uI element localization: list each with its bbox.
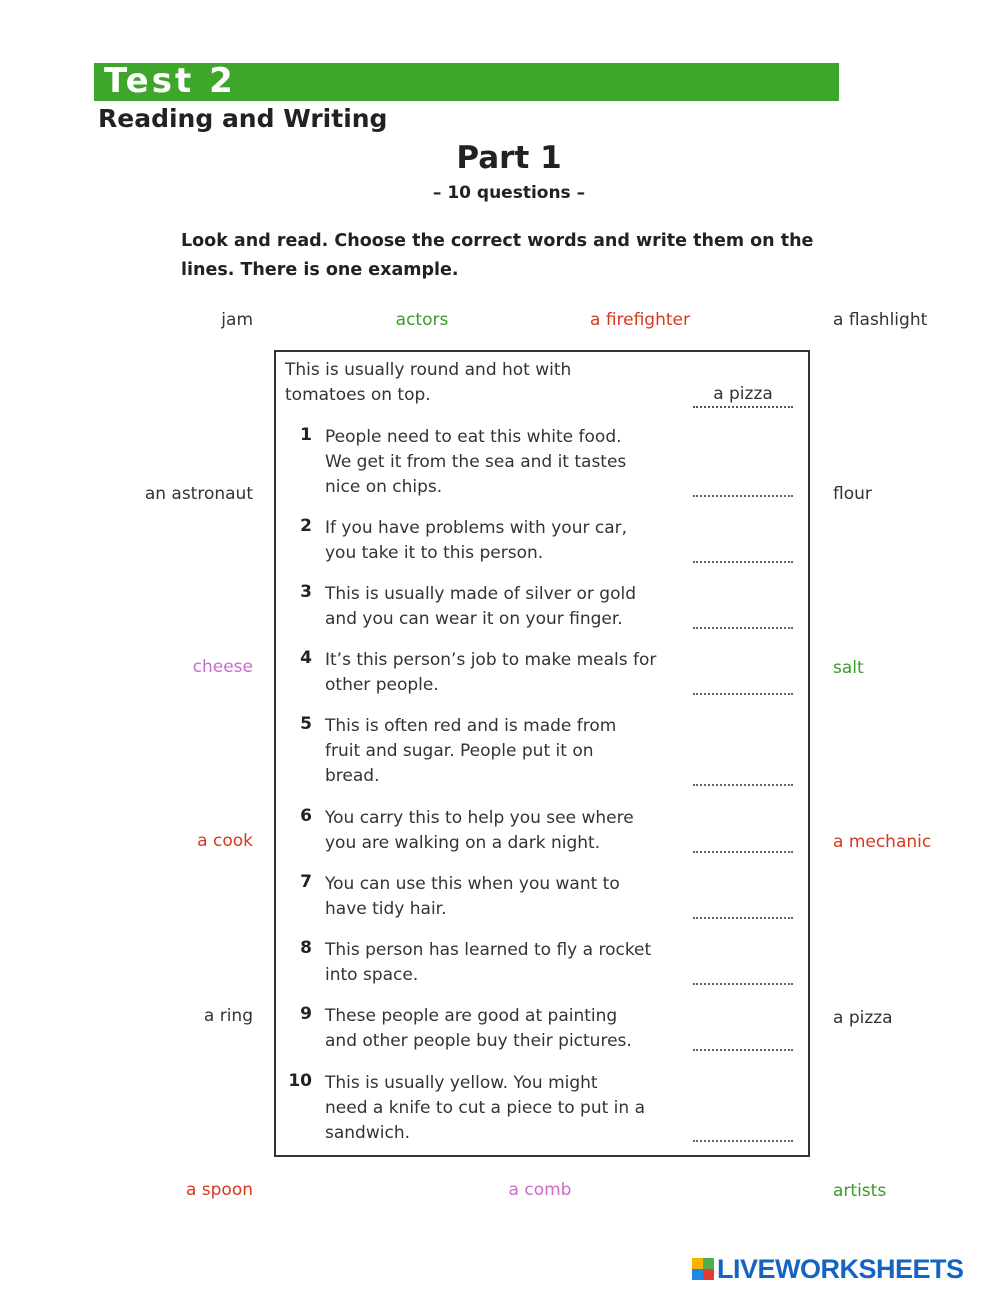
word-cook: a cook [197, 831, 253, 851]
example-line-1: This is usually round and hot with [285, 360, 572, 380]
question-line: We get it from the sea and it tastes [325, 452, 627, 472]
question-number: 1 [300, 425, 312, 445]
logo-text: LIVEWORKSHEETS [717, 1253, 964, 1284]
word-firefighter: a firefighter [590, 310, 690, 330]
answer-line-2[interactable] [693, 561, 793, 563]
question-number: 3 [300, 582, 312, 602]
question-line: you take it to this person. [325, 543, 544, 563]
answer-line-1[interactable] [693, 495, 793, 497]
answer-line-5[interactable] [693, 784, 793, 786]
questions-count: – 10 questions – [432, 183, 586, 203]
question-line: This is usually yellow. You might [325, 1073, 598, 1093]
answer-line-10[interactable] [693, 1140, 793, 1142]
word-artists: artists [833, 1181, 887, 1201]
question-text [325, 938, 685, 988]
question-text [325, 1004, 685, 1054]
question-text [325, 872, 685, 922]
question-line: other people. [325, 675, 439, 695]
answer-line-7[interactable] [693, 917, 793, 919]
question-line: This person has learned to fly a rocket [325, 940, 652, 960]
example-text [285, 358, 685, 408]
question-line: into space. [325, 965, 419, 985]
question-line: This is usually made of silver or gold [325, 584, 636, 604]
part-title: Part 1 [456, 140, 562, 176]
question-line: You carry this to help you see where [325, 808, 634, 828]
word-pizza: a pizza [833, 1008, 893, 1028]
question-text [325, 516, 685, 566]
word-flour: flour [833, 484, 872, 504]
word-spoon: a spoon [185, 1180, 253, 1200]
instructions-line-2: lines. There is one example. [181, 260, 459, 280]
question-line: This is often red and is made from [325, 716, 617, 736]
question-number: 10 [288, 1071, 312, 1091]
example-line-2: tomatoes on top. [285, 385, 431, 405]
question-line: need a knife to cut a piece to put in a [325, 1098, 645, 1118]
word-mechanic: a mechanic [833, 832, 932, 852]
word-comb: a comb [508, 1180, 572, 1200]
question-text [325, 1071, 685, 1146]
word-ring: a ring [203, 1006, 253, 1026]
liveworksheets-logo-icon [692, 1258, 714, 1280]
word-flashlight: a flashlight [833, 310, 928, 330]
word-actors: actors [395, 310, 449, 330]
question-text [325, 806, 685, 856]
section-title: Reading and Writing [98, 104, 388, 133]
liveworksheets-logo [692, 1252, 964, 1286]
word-jam: jam [221, 310, 253, 330]
question-line: You can use this when you want to [325, 874, 620, 894]
question-line: If you have problems with your car, [325, 518, 628, 538]
question-number: 2 [300, 516, 312, 536]
word-salt: salt [833, 658, 864, 678]
question-line: and other people buy their pictures. [325, 1031, 632, 1051]
question-number: 9 [300, 1004, 312, 1024]
answer-line-6[interactable] [693, 851, 793, 853]
answer-line-8[interactable] [693, 983, 793, 985]
question-number: 6 [300, 806, 312, 826]
question-number: 7 [300, 872, 312, 892]
question-line: nice on chips. [325, 477, 443, 497]
question-number: 8 [300, 938, 312, 958]
question-line: fruit and sugar. People put it on [325, 741, 594, 761]
instructions-line-1: Look and read. Choose the correct words and write them on the [181, 231, 814, 251]
test-label: Test 2 [104, 61, 236, 101]
question-number: 4 [300, 648, 312, 668]
question-text [325, 648, 685, 698]
question-line: bread. [325, 766, 380, 786]
answer-line-9[interactable] [693, 1049, 793, 1051]
answer-line-3[interactable] [693, 627, 793, 629]
question-text [325, 425, 685, 500]
question-line: have tidy hair. [325, 899, 447, 919]
question-line: These people are good at painting [325, 1006, 618, 1026]
question-line: It’s this person’s job to make meals for [325, 650, 657, 670]
answer-line-4[interactable] [693, 693, 793, 695]
instructions [181, 227, 841, 285]
question-line: you are walking on a dark night. [325, 833, 601, 853]
question-number: 5 [300, 714, 312, 734]
word-cheese: cheese [192, 657, 253, 677]
question-line: and you can wear it on your finger. [325, 609, 623, 629]
word-astronaut: an astronaut [144, 484, 253, 504]
question-text [325, 714, 685, 789]
example-answer: a pizza [693, 384, 793, 408]
question-line: People need to eat this white food. [325, 427, 622, 447]
question-line: sandwich. [325, 1123, 410, 1143]
question-text [325, 582, 685, 632]
